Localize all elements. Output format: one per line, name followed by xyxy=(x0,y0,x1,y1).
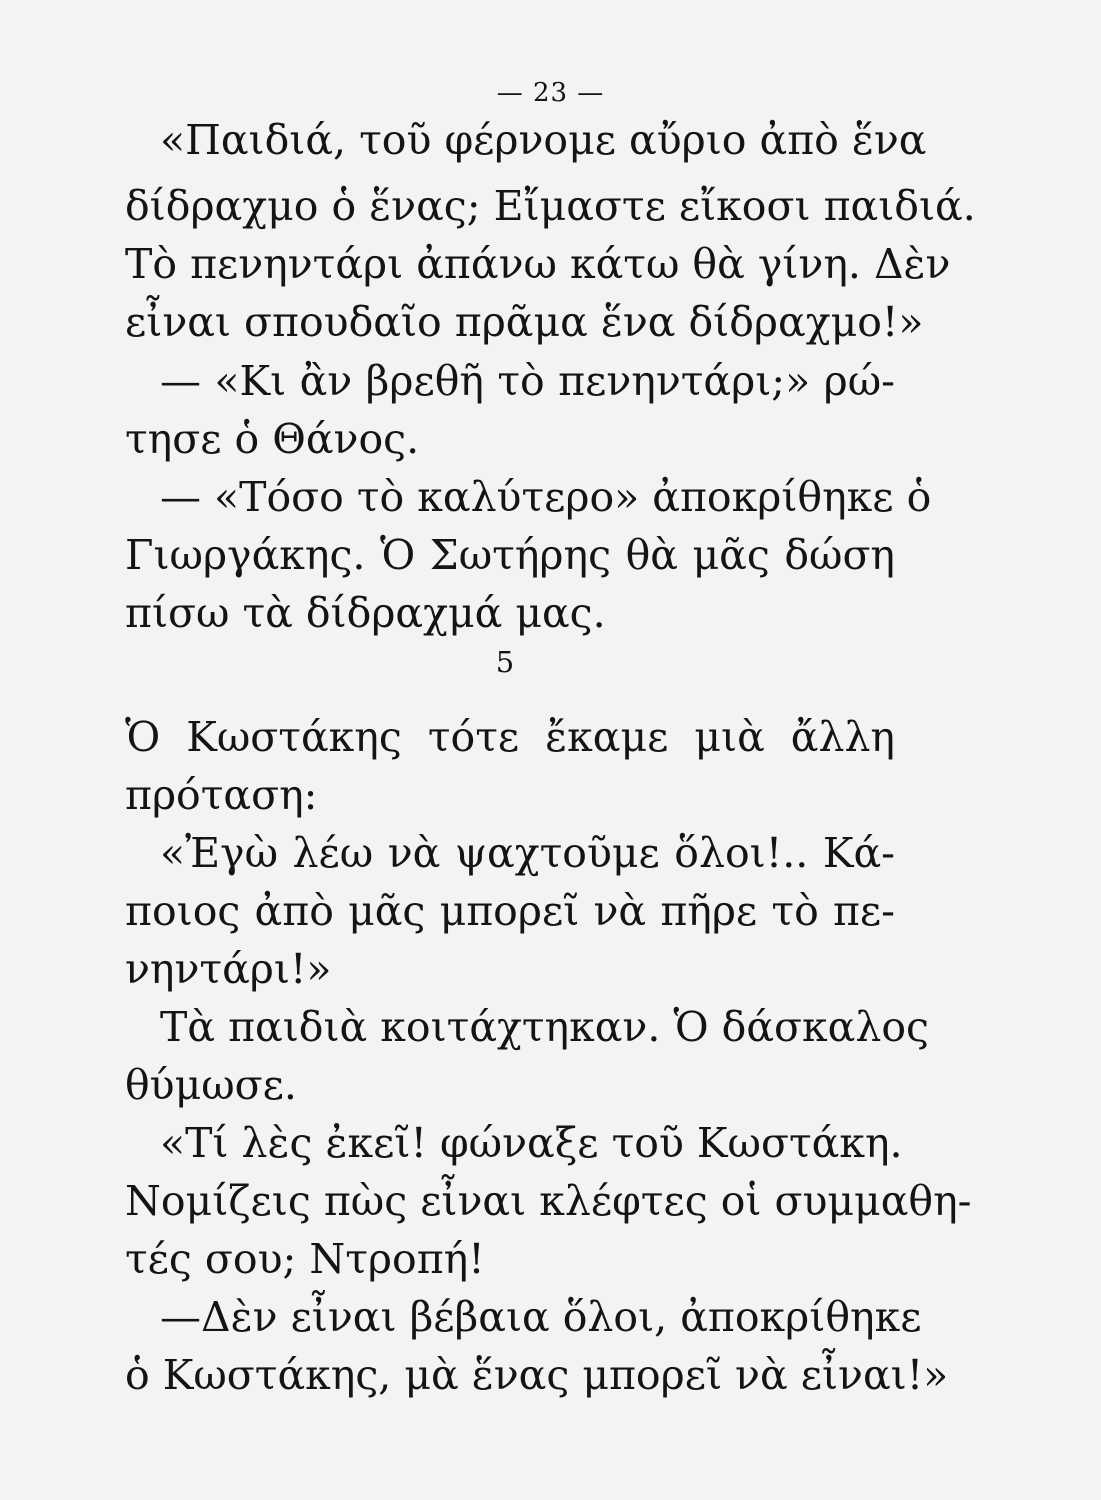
text-line: Ὁ Κωστάκης τότε ἔκαμε μιὰ ἄλλη xyxy=(125,713,895,761)
text-line: —Δὲν εἶναι βέβαια ὅλοι, ἀποκρίθηκε xyxy=(160,1293,922,1341)
text-line: «Τί λὲς ἐκεῖ! φώναξε τοῦ Κωστάκη. xyxy=(160,1119,903,1167)
text-line: Τὸ πενηντάρι ἀπάνω κάτω θὰ γίνη. Δὲν xyxy=(125,240,951,288)
text-line: νηντάρι!» xyxy=(125,945,332,993)
page-number: — 23 — xyxy=(496,78,605,108)
text-line: Τὰ παιδιὰ κοιτάχτηκαν. Ὁ δάσκαλος xyxy=(160,1003,929,1051)
text-line: ποιος ἀπὸ μᾶς μπορεῖ νὰ πῆρε τὸ πε- xyxy=(125,887,895,935)
text-line: δίδραχμο ὁ ἕνας; Εἴμαστε εἴκοσι παιδιά. xyxy=(125,182,976,230)
text-line: «Παιδιά, τοῦ φέρνομε αὔριο ἀπὸ ἕνα xyxy=(160,116,927,164)
text-line: ὁ Κωστάκης, μὰ ἕνας μπορεῖ νὰ εἶναι!» xyxy=(125,1351,949,1399)
text-line: θύμωσε. xyxy=(125,1061,297,1109)
text-line: εἶναι σπουδαῖο πρᾶμα ἕνα δίδραχμο!» xyxy=(125,298,924,346)
section-number: 5 xyxy=(495,645,515,679)
text-line: τές σου; Ντροπή! xyxy=(125,1235,485,1283)
text-line: Νομίζεις πὼς εἶναι κλέφτες οἱ συμμαθη- xyxy=(125,1177,972,1225)
text-line: — «Κι ἂν βρεθῆ τὸ πενηντάρι;» ρώ- xyxy=(160,357,895,405)
text-line: «Ἐγὼ λέω νὰ ψαχτοῦμε ὅλοι!.. Κά- xyxy=(160,829,895,877)
text-line: τησε ὁ Θάνος. xyxy=(125,415,420,463)
text-line: Γιωργάκης. Ὁ Σωτήρης θὰ μᾶς δώση xyxy=(125,531,895,579)
text-line: πίσω τὰ δίδραχμά μας. xyxy=(125,589,606,637)
text-line: πρόταση: xyxy=(125,771,318,819)
text-line: — «Τόσο τὸ καλύτερο» ἀποκρίθηκε ὁ xyxy=(160,473,932,521)
